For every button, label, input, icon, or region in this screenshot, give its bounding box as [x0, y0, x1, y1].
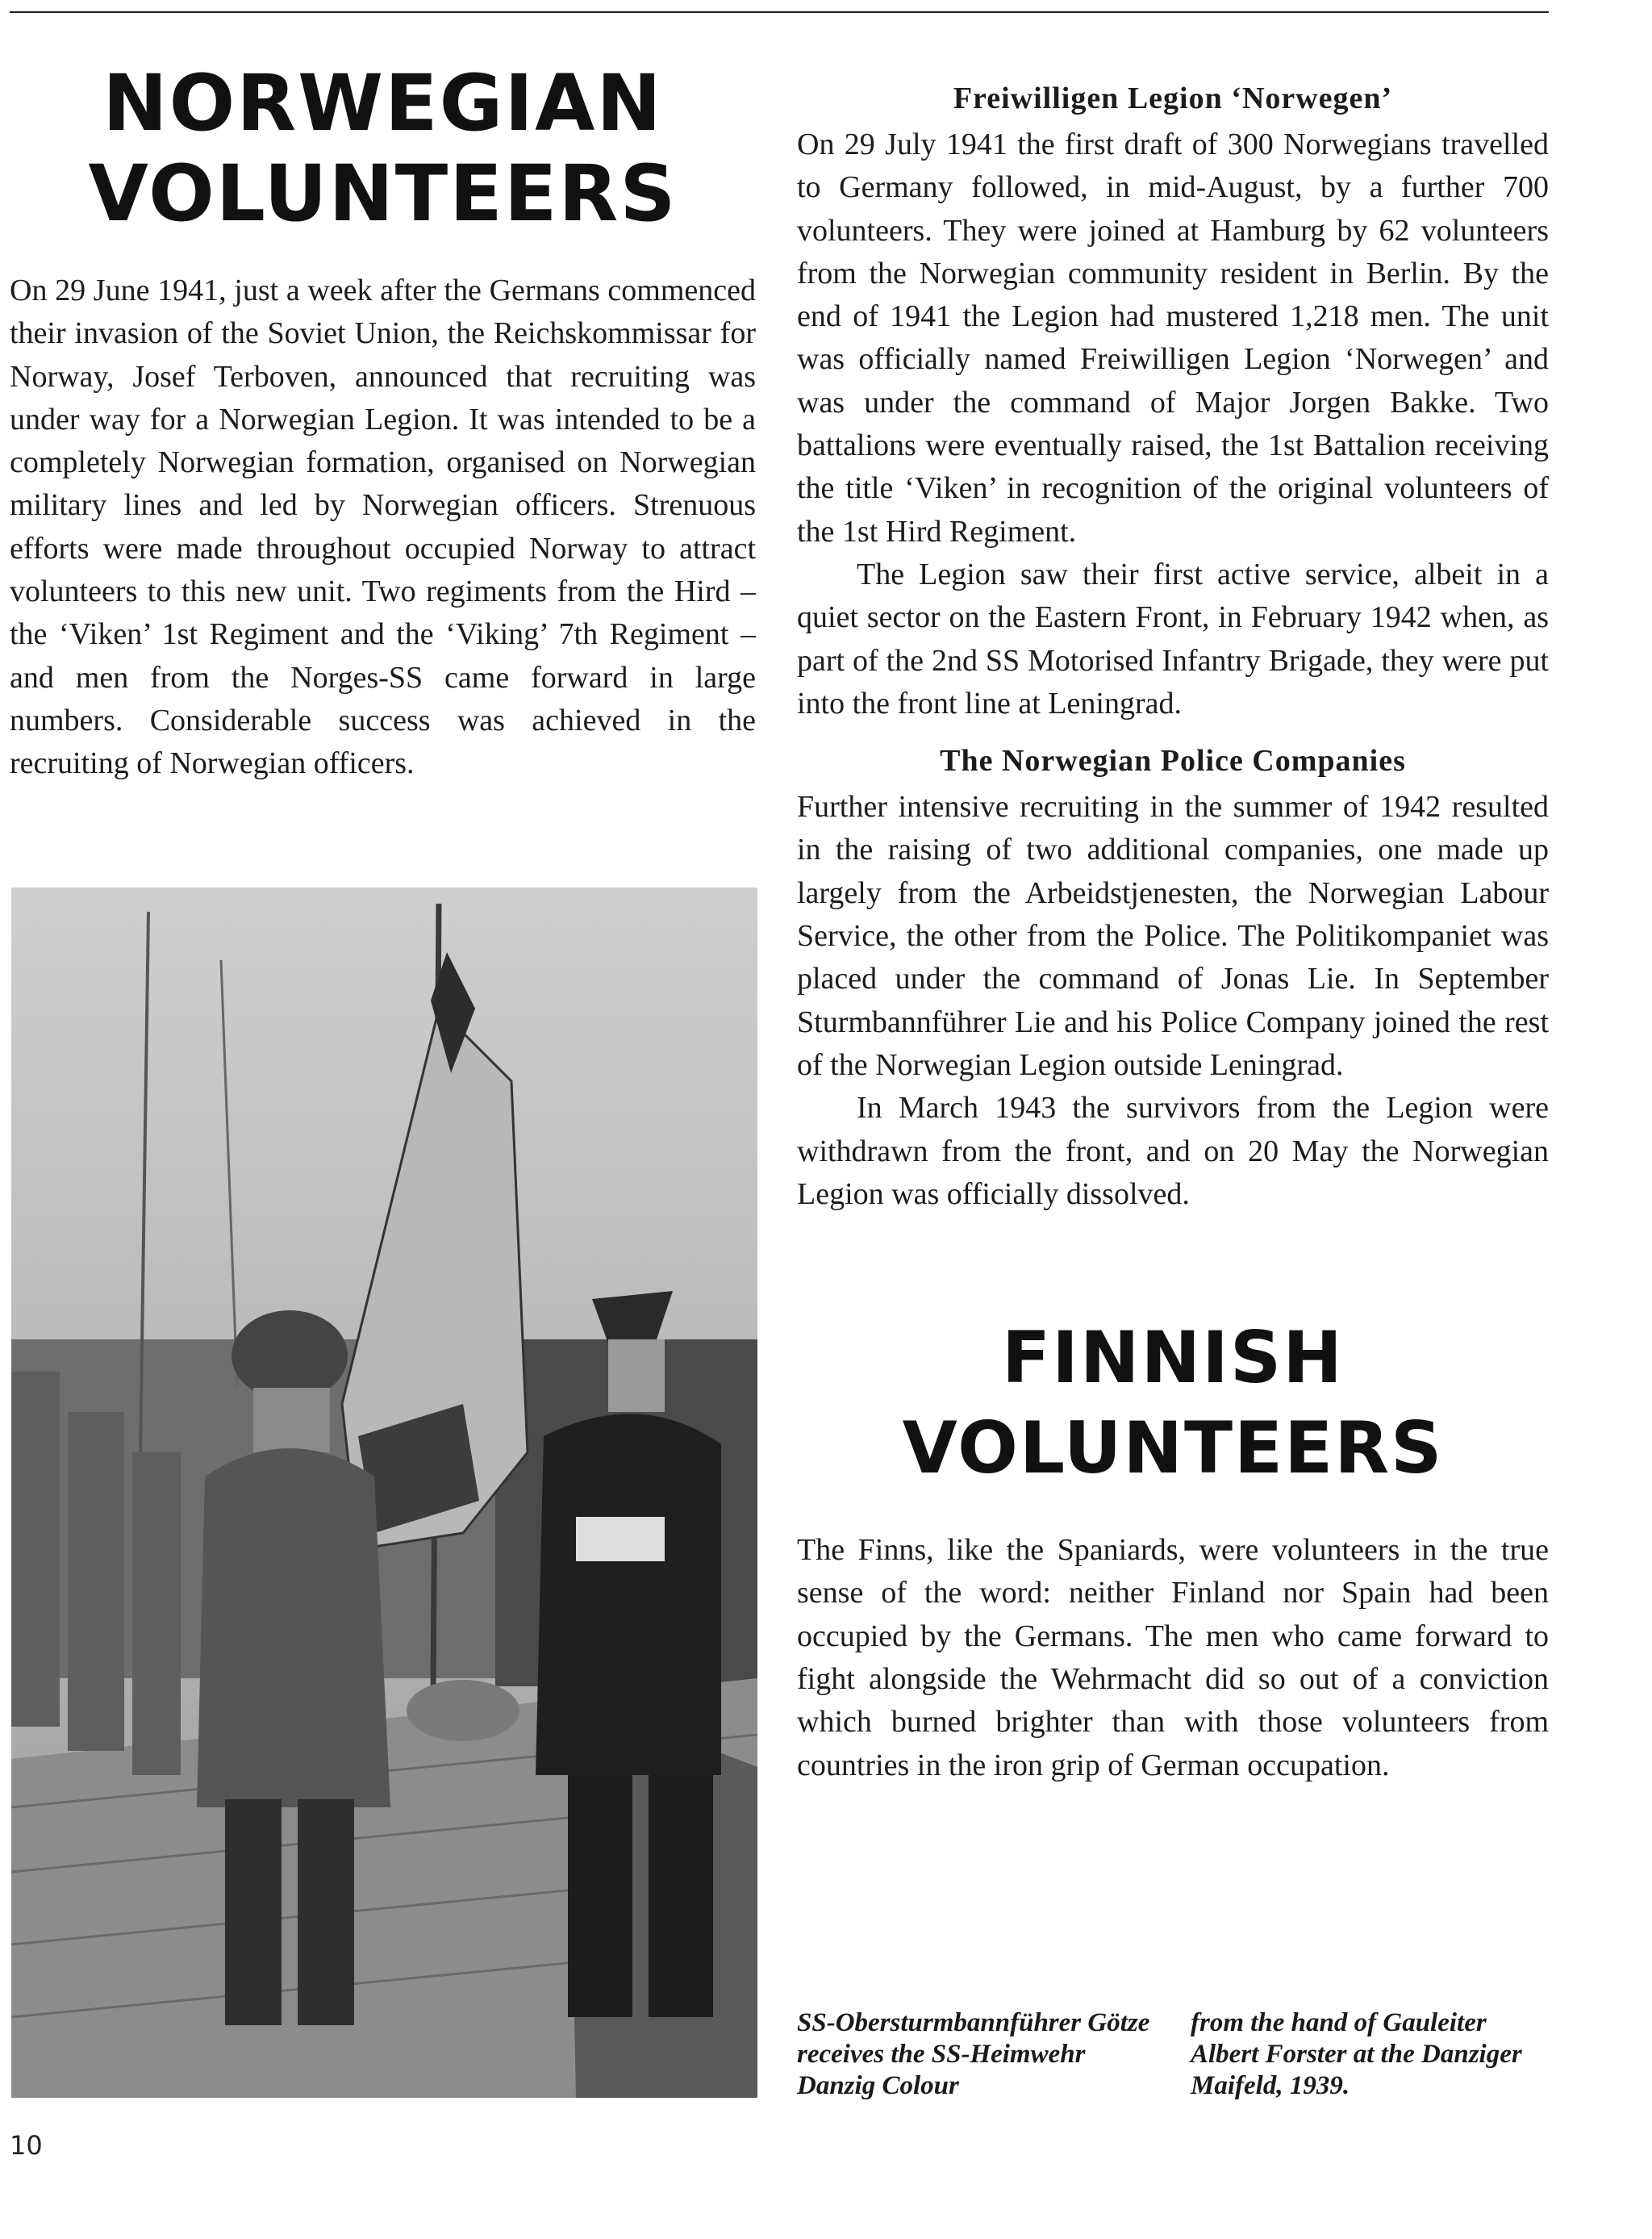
historical-photograph	[11, 888, 757, 2098]
finnish-intro-paragraph: The Finns, like the Spaniards, were volunteers in the true sense of the word: neither Finland nor Spain had been occupied by the Germans. The men who came forward to fight alongside the Wehrmacht did so out of a conviction which burned brighter than with those volunteers from countries in the iron grip of German occupation.	[797, 1533, 1549, 1782]
legion-paragraph-2: The Legion saw their first active service, albeit in a quiet sector on the Eastern Front, in February 1942 when, as part of the 2nd SS Motorised Infantry Brigade, they were put into the front line at Leningrad.	[797, 557, 1549, 721]
left-column	[10, 58, 756, 786]
top-rule	[10, 11, 1549, 13]
title-line-1: NORWEGIAN	[102, 58, 663, 148]
photo-illustration	[11, 888, 757, 2098]
photo-caption-part-2: from the hand of Gauleiter Albert Forster at the Danziger Maifeld, 1939.	[1191, 2008, 1522, 2100]
right-column	[797, 77, 1549, 1787]
norwegian-intro-paragraph: On 29 June 1941, just a week after the Germans commenced their invasion of the Soviet Union, the Reichskommissar for Norway, Josef Terboven, announced that recruiting was under way for a Norwegian Legion. It was intended to be a completely Norwegian formation, organised on Norwegian military lines and led by Norwegian officers. Strenuous efforts were made throughout occupied Norway to attract volunteers to this new unit. Two regiments from the Hird – the ‘Viken’ 1st Regiment and the ‘Viking’ 7th Regiment – and men from the Norges-SS came forward in large numbers. Considerable success was achieved in the recruiting of Norwegian officers.	[10, 274, 756, 781]
title-line-2: VOLUNTEERS	[88, 148, 678, 239]
police-paragraph-2: In March 1943 the survivors from the Legion were withdrawn from the front, and on 20 May the Norwegian Legion was officially dissolved.	[797, 1091, 1549, 1211]
photo-caption-part-1: SS-Obersturmbannführer Götze receives the SS-Heimwehr Danzig Colour	[797, 2008, 1150, 2100]
finnish-title-line-2: VOLUNTEERS	[902, 1406, 1444, 1490]
police-paragraph-1: Further intensive recruiting in the summer of 1942 resulted in the raising of two additional companies, one made up largely from the Arbeidstjenesten, the Norwegian Labour Service, the other from the Police. The Politikompaniet was placed under the command of Jonas Lie. In September Sturmbannführer Lie and his Police Company joined the rest of the Norwegian Legion outside Leningrad.	[797, 790, 1549, 1082]
legion-paragraph-1: On 29 July 1941 the first draft of 300 Norwegians travelled to Germany followed, in mid-August, by a further 700 volunteers. They were joined at Hamburg by 62 volunteers from the Norwegian community resident in Berlin. By the end of 1941 the Legion had mustered 1,218 men. The unit was officially named Freiwilligen Legion ‘Norwegen’ and was under the command of Major Jorgen Bakke. Two battalions were eventually raised, the 1st Battalion receiving the title ‘Viken’ in recognition of the original volunteers of the 1st Hird Regiment.	[797, 127, 1549, 549]
norwegian-volunteers-title	[10, 58, 756, 239]
legion-heading: Freiwilligen Legion ‘Norwegen’	[953, 81, 1393, 115]
police-heading: The Norwegian Police Companies	[940, 744, 1406, 779]
finnish-title-line-1: FINNISH	[1002, 1316, 1344, 1400]
finnish-volunteers-title	[797, 1313, 1549, 1493]
page-number: 10	[10, 2130, 43, 2161]
